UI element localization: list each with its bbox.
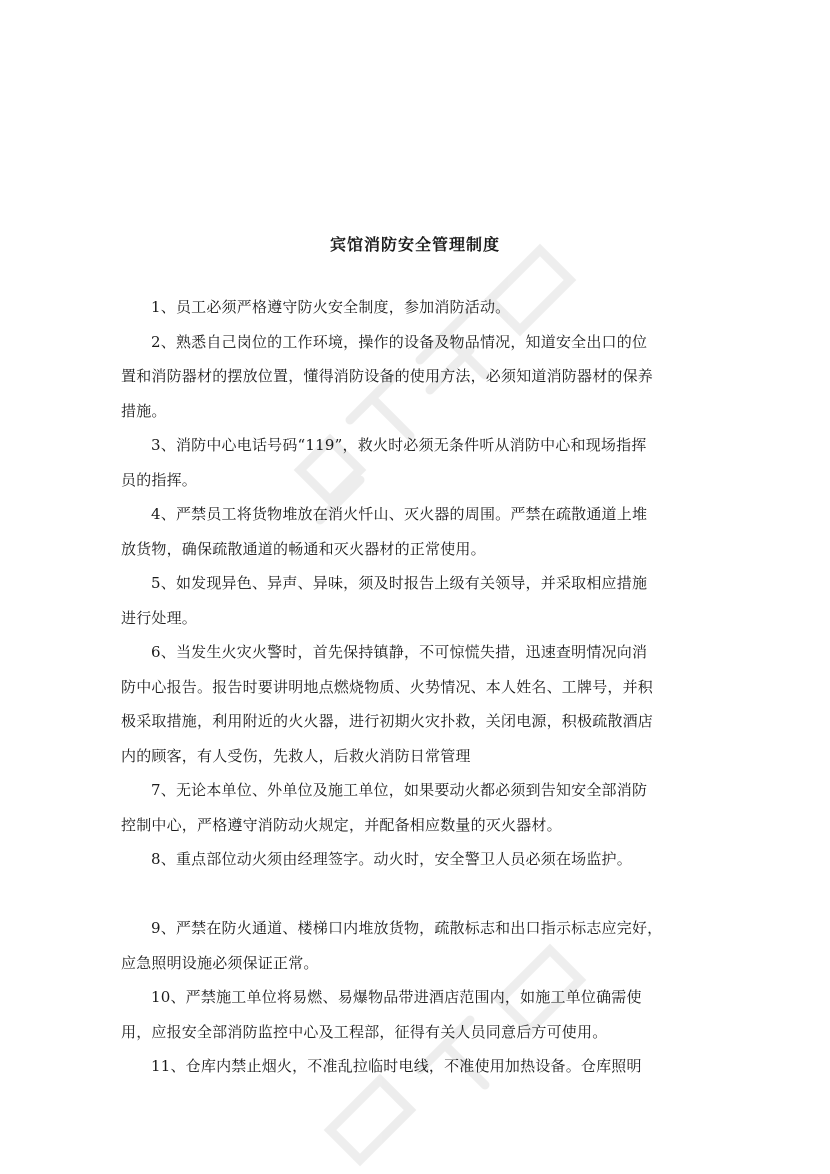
paragraph-8 — [121, 842, 705, 877]
paragraph-line: 置和消防器材的摆放位置，懂得消防设备的使用方法，必须知道消防器材的保养 — [121, 367, 654, 385]
paragraph-10 — [121, 980, 705, 1049]
paragraph-7 — [121, 773, 705, 842]
paragraph-line: 控制中心，严格遵守消防动火规定，并配备相应数量的灭火器材。 — [121, 815, 562, 834]
paragraph-line: 7、无论本单位、外单位及施工单位，如果要动火都必须到告知安全部消防 — [151, 781, 648, 799]
paragraph-line: 极采取措施，利用附近的火火器，进行初期火灾扑救，关闭电源，积极疏散酒店 — [121, 712, 654, 730]
paragraph-line: 8、重点部位动火须由经理签字。动火时，安全警卫人员必须在场监护。 — [151, 850, 632, 868]
paragraph-2 — [121, 325, 705, 429]
paragraph-1 — [121, 290, 705, 325]
paragraph-line: 内的顾客，有人受伤，先救人，后救火消防日常管理 — [121, 746, 471, 765]
document-title: 宾馆消防安全管理制度 — [329, 235, 500, 254]
paragraph-line: 9、严禁在防火通道、楼梯口内堆放货物，疏散标志和出口指示标志应完好， — [151, 919, 663, 937]
paragraph-line: 员的指挥。 — [121, 470, 198, 489]
paragraph-6 — [121, 635, 705, 773]
paragraph-line: 3、消防中心电话号码“119”，救火时必须无条件听从消防中心和现场指挥 — [151, 436, 647, 454]
paragraph-4 — [121, 497, 705, 566]
paragraph-line: 用，应报安全部消防监控中心及工程部，征得有关人员同意后方可使用。 — [121, 1022, 608, 1041]
paragraph-5 — [121, 566, 705, 635]
paragraph-9 — [121, 911, 705, 980]
paragraph-line: 4、严禁员工将货物堆放在消火忏山、灭火器的周围。严禁在疏散通道上堆 — [151, 505, 648, 523]
paragraph-line: 6、当发生火灾火警时，首先保持镇静，不可惊慌失措，迅速查明情况向消 — [151, 643, 648, 661]
paragraph-line: 进行处理。 — [121, 608, 198, 627]
paragraph-line: 1、员工必须严格遵守防火安全制度，参加消防活动。 — [151, 298, 511, 316]
paragraph-line: 10、严禁施工单位将易燃、易爆物品带进酒店范围内，如施工单位确需使 — [151, 988, 642, 1006]
paragraph-line: 防中心报告。报告时要讲明地点燃烧物质、火势情况、本人姓名、工牌号，并积 — [121, 677, 654, 696]
paragraph-line: 11、仓库内禁止烟火，不准乱拉临时电线，不准使用加热设备。仓库照明 — [151, 1057, 642, 1075]
paragraph-11 — [121, 1049, 705, 1084]
paragraph-line: 应急照明设施必须保证正常。 — [121, 953, 319, 972]
paragraph-line: 5、如发现异色、异声、异味，须及时报告上级有关领导，并采取相应措施 — [151, 574, 648, 592]
paragraph-line: 措施。 — [121, 401, 167, 420]
paragraph-line: 放货物，确保疏散通道的畅通和灭火器材的正常使用。 — [121, 539, 486, 558]
paragraph-3 — [121, 428, 705, 497]
paragraph-line: 2、熟悉自己岗位的工作环境，操作的设备及物品情况，知道安全出口的位 — [151, 332, 648, 351]
